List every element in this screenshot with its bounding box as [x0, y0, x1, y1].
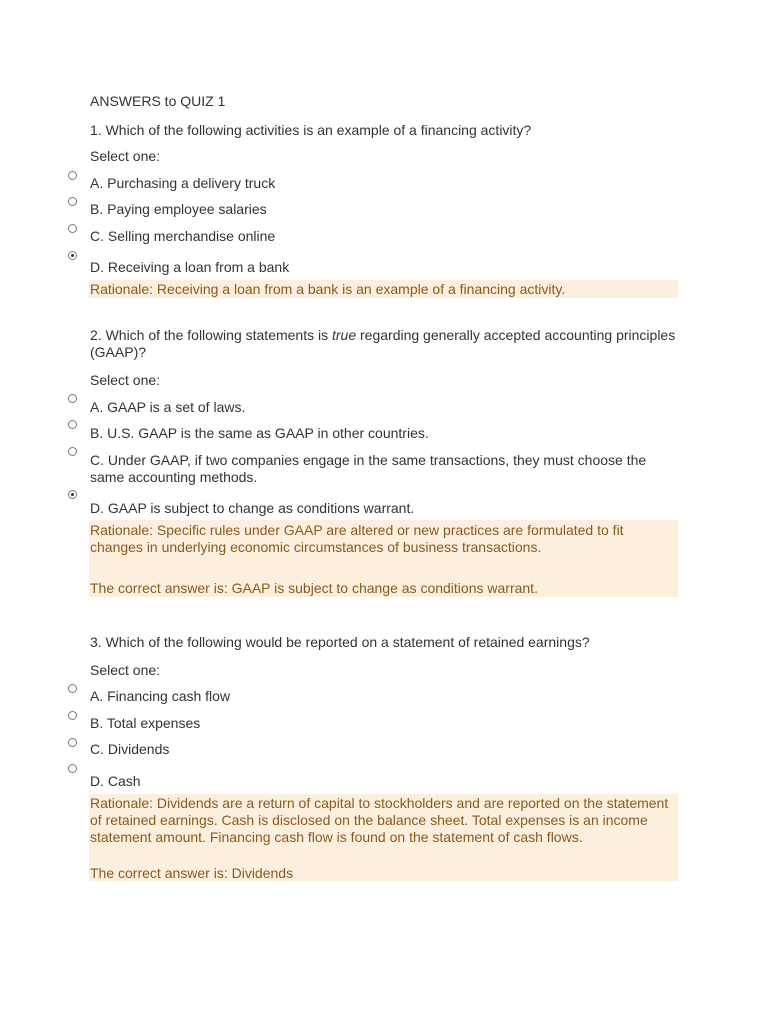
question-2-option-c-label: C. Under GAAP, if two companies engage in the same transactions, they must choose the same accounting methods.	[90, 452, 647, 485]
question-2-prompt-start: 2. Which of the following statements is	[90, 327, 332, 343]
question-1-rationale-box	[89, 280, 678, 298]
question-3-rationale-box	[89, 794, 678, 881]
question-1-option-d-label: D. Receiving a loan from a bank	[90, 259, 290, 275]
question-3-option-c-label: C. Dividends	[90, 741, 170, 757]
question-1-option-a-radio[interactable]	[68, 171, 77, 180]
question-1-option-c-radio[interactable]	[68, 224, 77, 233]
question-1-option-b-radio[interactable]	[68, 197, 77, 206]
question-1-prompt: 1. Which of the following activities is an example of a financing activity?	[90, 122, 532, 138]
question-3-option-d-label: D. Cash	[90, 773, 141, 789]
question-2-option-d-label: D. GAAP is subject to change as conditions warrant.	[90, 500, 415, 516]
question-3-option-d-radio[interactable]	[68, 764, 77, 773]
question-1-option-c-label: C. Selling merchandise online	[90, 228, 276, 244]
document-title: ANSWERS to QUIZ 1	[90, 93, 226, 109]
question-2-option-a-label: A. GAAP is a set of laws.	[90, 399, 246, 415]
question-1-option-a-label: A. Purchasing a delivery truck	[90, 175, 276, 191]
question-3-option-a-radio[interactable]	[68, 684, 77, 693]
question-2-correct-answer: The correct answer is: GAAP is subject to change as conditions warrant.	[90, 580, 538, 596]
question-2-prompt-emphasis: true	[332, 327, 357, 343]
question-3-rationale: Rationale: Dividends are a return of capital to stockholders and are reported on the statement of retained earnings. Cash is disclosed on the balance sheet. Total expenses is an income statement amount. Financing cash flow is found on the statement of cash flows.	[90, 795, 669, 845]
question-3-option-b-label: B. Total expenses	[90, 715, 201, 731]
question-2-option-b-radio[interactable]	[68, 420, 77, 429]
question-3-correct-answer: The correct answer is: Dividends	[90, 865, 294, 881]
question-1-option-d-radio[interactable]	[68, 251, 77, 260]
question-3-option-c-radio[interactable]	[68, 738, 77, 747]
question-3-option-a-label: A. Financing cash flow	[90, 688, 231, 704]
question-2-select-one: Select one:	[90, 372, 161, 388]
question-1-option-b-label: B. Paying employee salaries	[90, 201, 267, 217]
question-2-option-a-radio[interactable]	[68, 394, 77, 403]
question-1-rationale: Rationale: Receiving a loan from a bank is an example of a financing activity.	[90, 281, 566, 297]
question-3-prompt: 3. Which of the following would be reported on a statement of retained earnings?	[90, 634, 590, 650]
question-2-option-c-radio[interactable]	[68, 447, 77, 456]
question-2-rationale: Rationale: Specific rules under GAAP are altered or new practices are formulated to fit changes in underlying economic circumstances of business transactions.	[90, 522, 624, 555]
question-2-rationale-box	[89, 520, 678, 597]
question-3-option-b-radio[interactable]	[68, 711, 77, 720]
question-2-prompt	[90, 327, 680, 361]
question-1-select-one: Select one:	[90, 148, 161, 164]
question-2-prompt-end: regarding generally accepted accounting principles (GAAP)?	[90, 327, 676, 360]
question-2-option-b-label: B. U.S. GAAP is the same as GAAP in other countries.	[90, 425, 429, 441]
question-2-option-d-radio[interactable]	[68, 490, 77, 499]
question-3-select-one: Select one:	[90, 662, 161, 678]
